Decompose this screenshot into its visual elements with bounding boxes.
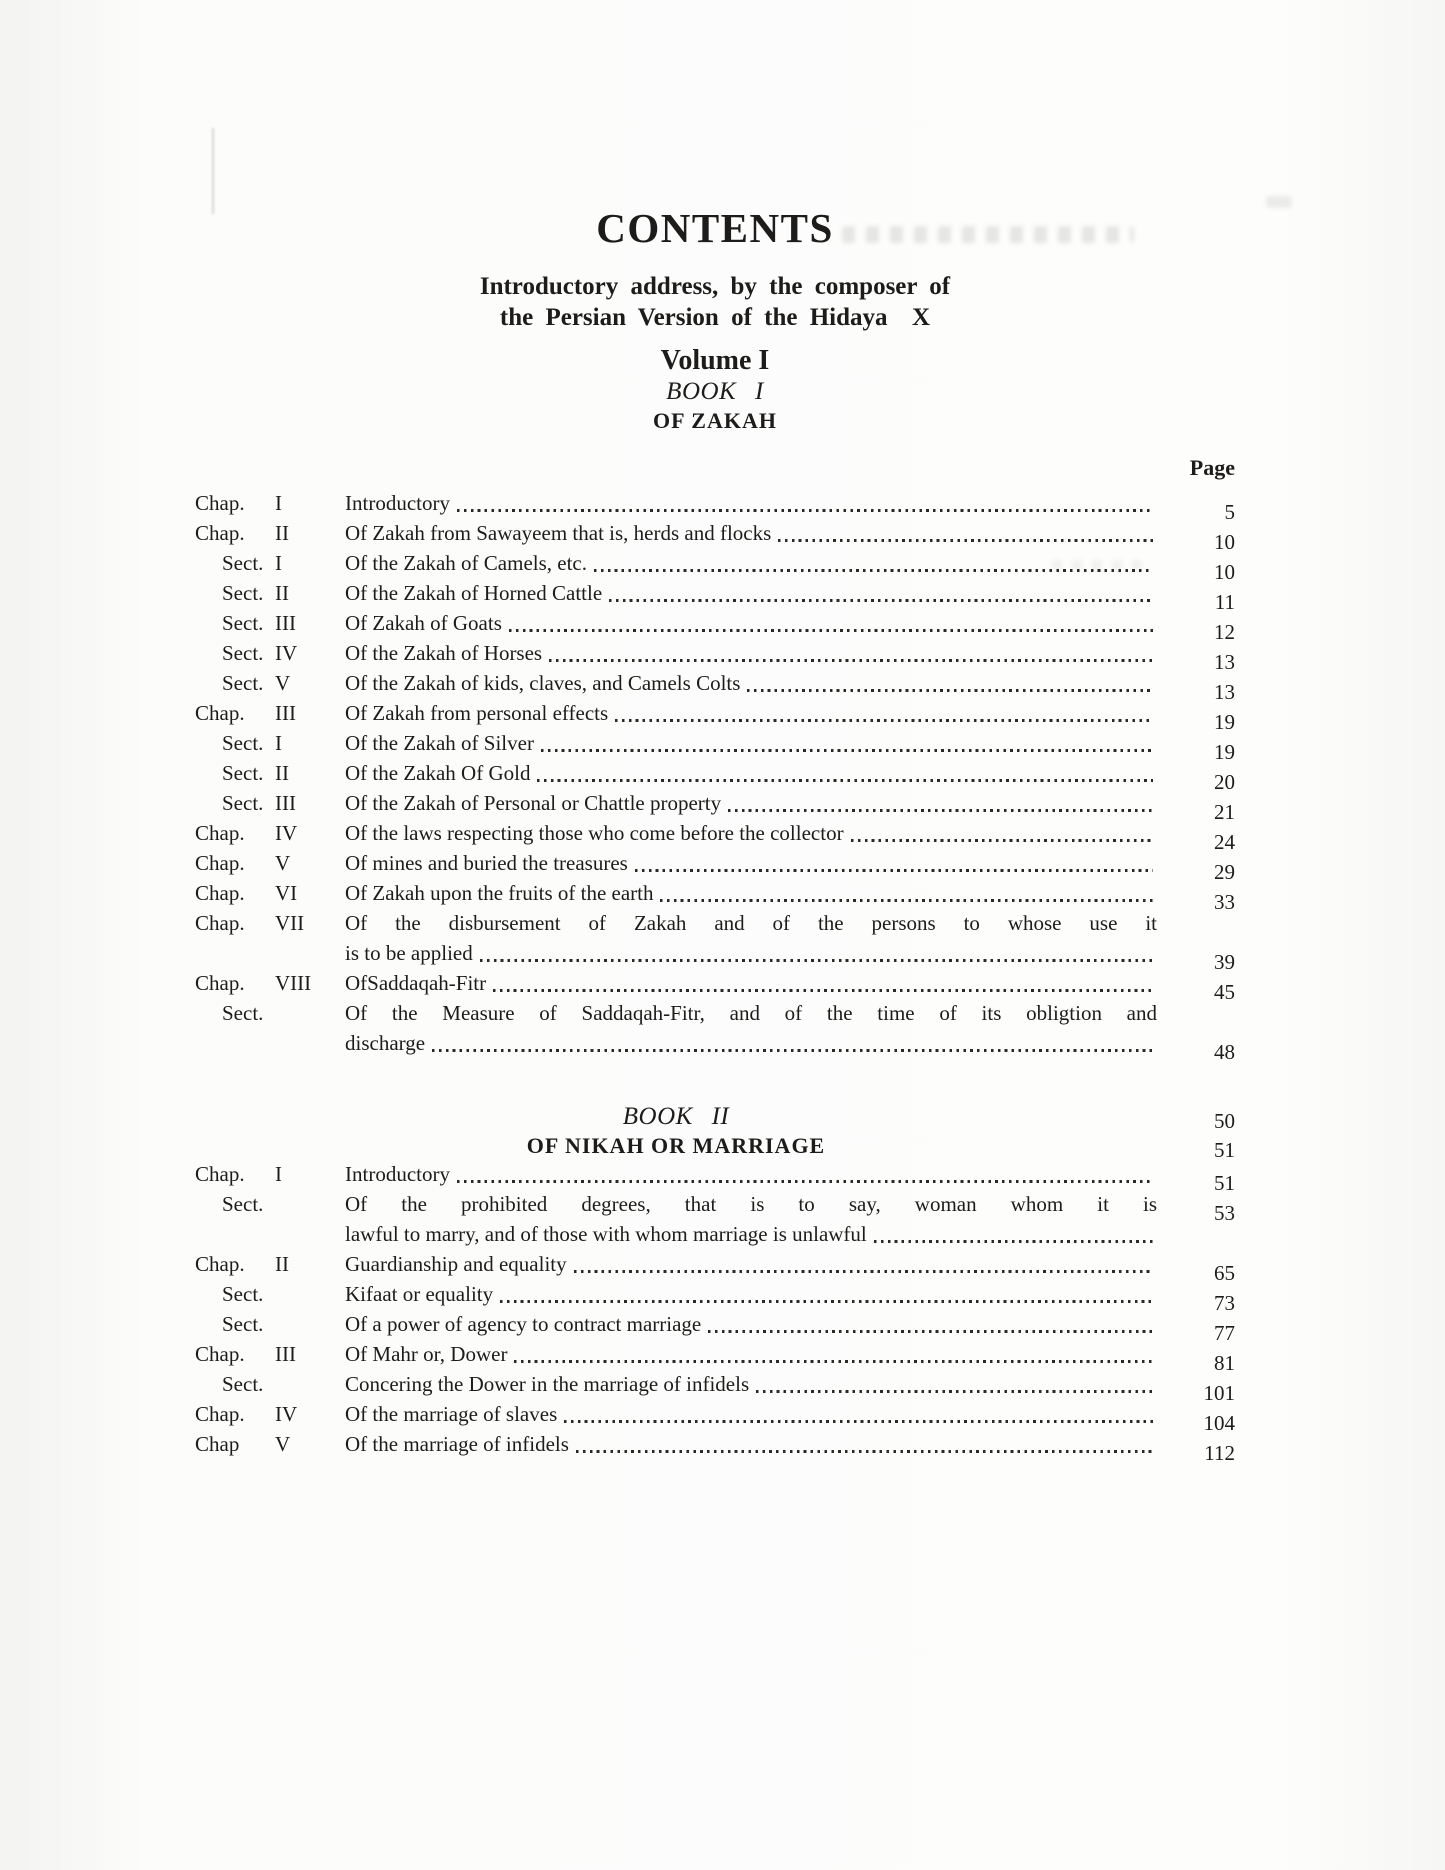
introductory-address-line-2: the Persian Version of the Hidaya X (499, 304, 931, 331)
dotted-leader (493, 989, 1153, 992)
dotted-leader (457, 1180, 1153, 1183)
toc-entry-title: Of the Zakah Of Gold (345, 761, 531, 785)
page-number: 81 (1214, 1351, 1235, 1375)
chapter-label: Chap. (195, 1162, 245, 1186)
toc-row-label (195, 848, 345, 878)
page-number: 13 (1214, 650, 1235, 674)
toc-row (195, 1309, 1235, 1345)
toc-row (195, 518, 1235, 554)
scan-artifact-smudge (1266, 196, 1292, 208)
chapter-numeral: III (275, 701, 296, 725)
page-number: 19 (1214, 740, 1235, 764)
chapter-label: Chap. (195, 881, 245, 905)
dotted-leader (457, 509, 1153, 512)
toc-row (195, 548, 1235, 584)
dotted-leader (574, 1270, 1153, 1273)
toc-entry-title: Of the marriage of infidels (345, 1432, 569, 1456)
book2-subject-heading: OF NIKAH OR MARRIAGE (526, 1133, 826, 1158)
toc-entry-title: Introductory (345, 491, 450, 515)
toc-row-label (195, 758, 345, 788)
chapter-numeral: VIII (275, 971, 312, 995)
page-number: 12 (1214, 620, 1235, 644)
toc-row-label (195, 1339, 345, 1369)
dotted-leader (756, 1390, 1153, 1393)
chapter-numeral: V (275, 671, 291, 695)
toc-entry-title: Of the disbursement of Zakah and of the persons to whose use it (345, 911, 1157, 935)
toc-entry-title: Kifaat or equality (345, 1282, 494, 1306)
page-number: 104 (1203, 1411, 1235, 1435)
dotted-leader (635, 869, 1153, 872)
toc-row (195, 758, 1235, 794)
toc-row-label (195, 638, 345, 668)
toc-row-label (195, 788, 345, 818)
toc-row (195, 488, 1235, 524)
chapter-numeral: II (275, 761, 289, 785)
chapter-label: Chap. (195, 851, 245, 875)
dotted-leader (509, 629, 1153, 632)
toc-entry-title: Of Zakah from personal effects (345, 701, 609, 725)
page-number: 10 (1214, 560, 1235, 584)
dotted-leader (549, 659, 1153, 662)
chapter-label: Sect. (222, 1372, 264, 1396)
dotted-leader (537, 779, 1153, 782)
chapter-label: Sect. (222, 1192, 264, 1216)
page-number: 65 (1214, 1261, 1235, 1285)
toc-entry-title: Of Zakah from Sawayeem that is, herds and flocks (345, 521, 772, 545)
chapter-numeral: IV (275, 1402, 298, 1426)
page-number: 112 (1204, 1441, 1235, 1465)
toc-entry-title-continued: is to be applied (345, 941, 473, 965)
chapter-label: Sect. (222, 1282, 264, 1306)
toc-entry-title: Of the Measure of Saddaqah-Fitr, and of the time of its obligtion and (345, 1001, 1157, 1025)
dotted-leader (851, 839, 1153, 842)
dotted-leader (708, 1330, 1153, 1333)
toc-entry-title: Of Zakah of Goats (345, 611, 502, 635)
toc-entry-title: Guardianship and equality (345, 1252, 567, 1276)
toc-row (195, 1249, 1235, 1285)
page-title: CONTENTS (596, 205, 834, 251)
toc-row-label (195, 1429, 345, 1459)
page-number: 33 (1214, 890, 1235, 914)
toc-row-label (195, 878, 345, 908)
dotted-leader (480, 959, 1153, 962)
chapter-numeral: II (275, 1252, 289, 1276)
toc-row-label (195, 908, 345, 938)
dotted-leader (594, 569, 1153, 572)
chapter-label: Chap. (195, 1252, 245, 1276)
book2-section (195, 1102, 1235, 1465)
page-number: 51 (1214, 1171, 1235, 1195)
dotted-leader (432, 1049, 1153, 1052)
toc-row (195, 1429, 1235, 1465)
toc-row (195, 878, 1235, 914)
toc-row (195, 578, 1235, 614)
toc-row (195, 638, 1235, 674)
dotted-leader (747, 689, 1153, 692)
chapter-numeral: I (275, 491, 282, 515)
chapter-label: Sect. (222, 791, 264, 815)
toc-entry-title: Of the laws respecting those who come before the collector (345, 821, 844, 845)
toc-row-label (195, 1309, 345, 1339)
chapter-numeral: I (275, 1162, 282, 1186)
toc-row-label (195, 1159, 345, 1189)
dotted-leader (541, 749, 1153, 752)
page-number: 73 (1214, 1291, 1235, 1315)
toc-row-label (195, 728, 345, 758)
page-number: 20 (1214, 770, 1235, 794)
toc-entry-title: Of the Zakah of Camels, etc. (345, 551, 587, 575)
toc-row (195, 728, 1235, 764)
toc-row (195, 1399, 1235, 1435)
page-number: 11 (1214, 590, 1235, 614)
toc-entry-title: Of the Zakah of Personal or Chattle property (345, 791, 722, 815)
toc-entry-title-continued: lawful to marry, and of those with whom marriage is unlawful (345, 1222, 867, 1246)
dotted-leader (564, 1420, 1153, 1423)
chapter-label: Sect. (222, 1001, 264, 1025)
toc-entry-title: Of the Zakah of kids, claves, and Camels Colts (345, 671, 741, 695)
book1-heading: BOOK I (666, 378, 764, 405)
toc-row-label (195, 578, 345, 608)
introductory-address-line-1: Introductory address, by the composer of (479, 273, 951, 300)
contents-block (195, 205, 1235, 1465)
toc-row (195, 848, 1235, 884)
toc-row-label (195, 1189, 345, 1219)
toc-entry-title: Of mines and buried the treasures (345, 851, 628, 875)
page-number: 10 (1214, 530, 1235, 554)
chapter-label: Chap. (195, 521, 245, 545)
dotted-leader (576, 1450, 1153, 1453)
page-number: 29 (1214, 860, 1235, 884)
toc-row (195, 1189, 1235, 1249)
chapter-numeral: III (275, 1342, 296, 1366)
chapter-label: Chap (195, 1432, 240, 1456)
toc-book1-rows (195, 488, 1235, 1064)
page-number: 24 (1214, 830, 1235, 854)
chapter-numeral: III (275, 611, 296, 635)
toc-row (195, 698, 1235, 734)
page-number: 48 (1214, 1040, 1235, 1064)
toc-row-label (195, 998, 345, 1028)
toc-row (195, 968, 1235, 1004)
toc-entry-title: Of the prohibited degrees, that is to say, woman whom it is (345, 1192, 1157, 1216)
chapter-label: Sect. (222, 761, 264, 785)
chapter-label: Chap. (195, 911, 245, 935)
chapter-label: Sect. (222, 1312, 264, 1336)
book1-subject-heading: OF ZAKAH (653, 408, 777, 433)
toc-row-label (195, 1249, 345, 1279)
toc-row-label (195, 518, 345, 548)
page-number: 5 (1224, 500, 1235, 524)
chapter-label: Chap. (195, 821, 245, 845)
chapter-numeral: II (275, 521, 289, 545)
chapter-numeral: V (275, 1432, 291, 1456)
page-column-label: Page (1189, 455, 1235, 480)
chapter-label: Sect. (222, 671, 264, 695)
page-number: 77 (1214, 1321, 1235, 1345)
page-number: 101 (1203, 1381, 1235, 1405)
toc-row (195, 788, 1235, 824)
toc-row-label (195, 818, 345, 848)
toc-row (195, 818, 1235, 854)
toc-entry-title: Of the Zakah of Horned Cattle (345, 581, 603, 605)
dotted-leader (728, 809, 1153, 812)
toc-row (195, 668, 1235, 704)
chapter-numeral: IV (275, 821, 298, 845)
chapter-numeral: VII (275, 911, 305, 935)
volume-heading: Volume I (660, 345, 770, 376)
page-number: 19 (1214, 710, 1235, 734)
toc-row (195, 998, 1235, 1064)
chapter-label: Chap. (195, 1342, 245, 1366)
toc-row-label (195, 1399, 345, 1429)
toc-entry-title: OfSaddaqah-Fitr (345, 971, 487, 995)
toc-row-label (195, 698, 345, 728)
toc-row-label (195, 1369, 345, 1399)
toc-row (195, 1369, 1235, 1405)
toc-book2-rows (195, 1159, 1235, 1465)
toc-entry-title: Of Zakah upon the fruits of the earth (345, 881, 654, 905)
page-number: 21 (1214, 800, 1235, 824)
chapter-numeral: IV (275, 641, 298, 665)
toc-row-label (195, 1279, 345, 1309)
chapter-numeral: III (275, 791, 296, 815)
toc-row-label (195, 548, 345, 578)
toc-row (195, 1159, 1235, 1195)
chapter-numeral: II (275, 581, 289, 605)
page-number: 45 (1214, 980, 1235, 1004)
dotted-leader (615, 719, 1153, 722)
chapter-label: Chap. (195, 701, 245, 725)
toc-row (195, 908, 1235, 974)
page-number: 13 (1214, 680, 1235, 704)
dotted-leader (778, 539, 1153, 542)
toc-entry-title: Of the Zakah of Silver (345, 731, 534, 755)
toc-row-label (195, 608, 345, 638)
chapter-label: Sect. (222, 581, 264, 605)
toc-entry-title: Introductory (345, 1162, 450, 1186)
chapter-numeral: V (275, 851, 291, 875)
page-number: 51 (1214, 1138, 1235, 1162)
page-number: 39 (1214, 950, 1235, 974)
chapter-numeral: I (275, 731, 282, 755)
scan-artifact-edge (212, 128, 214, 214)
chapter-numeral: VI (275, 881, 298, 905)
toc-row-label (195, 488, 345, 518)
dotted-leader (874, 1240, 1153, 1243)
chapter-label: Sect. (222, 731, 264, 755)
toc-entry-title: Of Mahr or, Dower (345, 1342, 508, 1366)
toc-entry-title: Of the marriage of slaves (345, 1402, 558, 1426)
chapter-label: Chap. (195, 1402, 245, 1426)
page-number: 50 (1214, 1109, 1235, 1133)
toc-entry-title-continued: discharge (345, 1031, 426, 1055)
chapter-label: Sect. (222, 641, 264, 665)
toc-row-label (195, 668, 345, 698)
toc-entry-title: Of a power of agency to contract marriage (345, 1312, 702, 1336)
dotted-leader (514, 1360, 1153, 1363)
page-number: 53 (1214, 1201, 1235, 1225)
dotted-leader (660, 899, 1153, 902)
dotted-leader (609, 599, 1153, 602)
toc-row (195, 1339, 1235, 1375)
chapter-numeral: I (275, 551, 282, 575)
chapter-label: Sect. (222, 551, 264, 575)
toc-row (195, 1279, 1235, 1315)
chapter-label: Sect. (222, 611, 264, 635)
toc-entry-title: Of the Zakah of Horses (345, 641, 543, 665)
chapter-label: Chap. (195, 971, 245, 995)
dotted-leader (500, 1300, 1153, 1303)
chapter-label: Chap. (195, 491, 245, 515)
toc-row-label (195, 968, 345, 998)
toc-row (195, 608, 1235, 644)
toc-entry-title: Concering the Dower in the marriage of infidels (345, 1372, 750, 1396)
book2-heading: BOOK II (622, 1103, 730, 1130)
introductory-address-note (195, 271, 1235, 333)
